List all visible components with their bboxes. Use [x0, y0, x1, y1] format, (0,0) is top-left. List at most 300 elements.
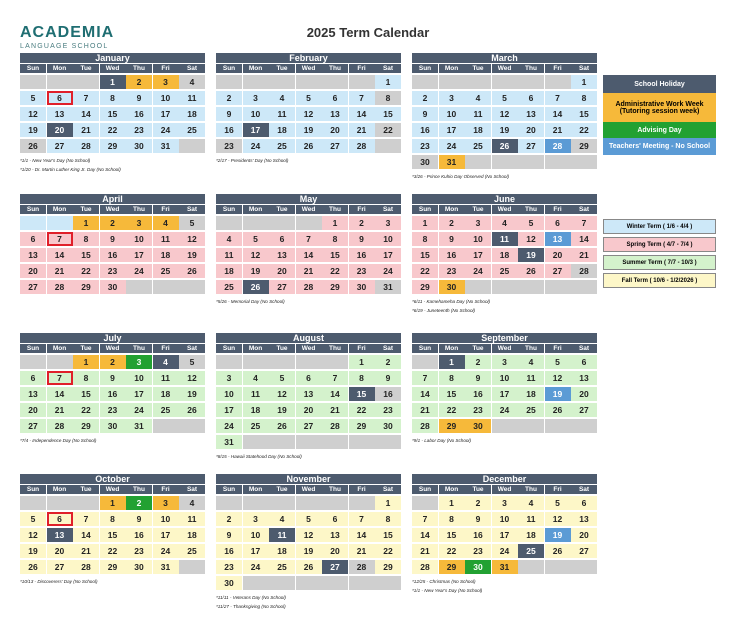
- empty-cell: [296, 355, 322, 369]
- day-cell: 4: [153, 355, 179, 369]
- day-cell: 31: [216, 435, 242, 449]
- empty-cell: [296, 216, 322, 230]
- empty-cell: [465, 155, 491, 169]
- day-cell: 19: [179, 387, 205, 401]
- empty-cell: [322, 576, 348, 590]
- day-cell: 21: [349, 544, 375, 558]
- day-cell: 22: [100, 544, 126, 558]
- day-cell: 17: [126, 387, 152, 401]
- day-cell: 29: [412, 280, 438, 294]
- day-cell: 28: [412, 419, 438, 433]
- day-cell: 26: [20, 139, 46, 153]
- day-cell: 28: [545, 139, 571, 153]
- day-cell: 17: [153, 528, 179, 542]
- holiday-note: *1/1 - New Year's Day (No School): [412, 588, 483, 593]
- weekday-header: Sun: [412, 64, 438, 73]
- day-cell: 5: [296, 91, 322, 105]
- empty-cell: [349, 576, 375, 590]
- empty-cell: [322, 355, 348, 369]
- empty-cell: [322, 75, 348, 89]
- empty-cell: [518, 280, 544, 294]
- empty-cell: [20, 216, 46, 230]
- empty-cell: [518, 155, 544, 169]
- day-cell: 28: [73, 139, 99, 153]
- day-cell: 6: [47, 91, 73, 105]
- day-cell: 3: [216, 371, 242, 385]
- day-cell: 25: [465, 139, 491, 153]
- day-cell: 18: [269, 123, 295, 137]
- month-notes: [216, 452, 401, 461]
- day-cell: 7: [73, 91, 99, 105]
- day-cell: 1: [73, 355, 99, 369]
- day-cell: 3: [153, 75, 179, 89]
- weekday-header: Thu: [126, 205, 152, 214]
- day-cell: 25: [153, 264, 179, 278]
- day-cell: 7: [349, 91, 375, 105]
- empty-cell: [153, 280, 179, 294]
- month-january: [20, 53, 205, 174]
- day-cell: 30: [126, 139, 152, 153]
- day-cell: 28: [571, 264, 597, 278]
- weekday-header: Sun: [216, 205, 242, 214]
- day-cell: 18: [465, 123, 491, 137]
- day-cell: 2: [100, 355, 126, 369]
- empty-cell: [465, 280, 491, 294]
- day-cell: 2: [439, 216, 465, 230]
- day-cell: 4: [492, 216, 518, 230]
- month-november: [216, 474, 401, 611]
- day-cell: 6: [269, 232, 295, 246]
- day-cell: 18: [216, 264, 242, 278]
- day-cell: 4: [269, 512, 295, 526]
- weekday-header: Tue: [269, 485, 295, 494]
- month-march: [412, 53, 597, 181]
- weekday-header: Sun: [412, 485, 438, 494]
- holiday-note: *1/1 - New Year's Day (No School): [20, 158, 91, 163]
- day-cell: 15: [100, 107, 126, 121]
- day-cell: 6: [20, 232, 46, 246]
- day-cell: 2: [126, 496, 152, 510]
- day-cell: 30: [349, 280, 375, 294]
- empty-cell: [179, 560, 205, 574]
- day-cell: 11: [216, 248, 242, 262]
- day-cell: 25: [269, 560, 295, 574]
- day-cell: 1: [439, 496, 465, 510]
- month-name: March: [412, 53, 597, 63]
- holiday-note: *6/19 - Juneteenth (No School): [412, 308, 476, 313]
- day-cell: 20: [322, 123, 348, 137]
- day-cell: 23: [465, 544, 491, 558]
- day-cell: 31: [492, 560, 518, 574]
- empty-cell: [322, 435, 348, 449]
- day-cell: 16: [439, 248, 465, 262]
- day-cell: 17: [492, 387, 518, 401]
- weekday-header: Thu: [322, 344, 348, 353]
- day-cell: 13: [545, 232, 571, 246]
- day-cell: 19: [545, 387, 571, 401]
- day-cell: 19: [269, 403, 295, 417]
- day-cell: 20: [20, 403, 46, 417]
- day-cell: 2: [412, 91, 438, 105]
- day-cell: 3: [439, 91, 465, 105]
- empty-cell: [545, 560, 571, 574]
- day-cell: 12: [545, 512, 571, 526]
- day-cell: 26: [179, 403, 205, 417]
- day-cell: 11: [243, 387, 269, 401]
- day-cell: 4: [179, 75, 205, 89]
- weekday-header: Mon: [47, 485, 73, 494]
- weekday-header: Sat: [375, 344, 401, 353]
- day-cell: 16: [100, 248, 126, 262]
- weekday-header: Sun: [216, 344, 242, 353]
- day-cell: 5: [545, 496, 571, 510]
- day-cell: 3: [243, 91, 269, 105]
- empty-cell: [243, 216, 269, 230]
- day-cell: 28: [349, 139, 375, 153]
- weekday-header: Fri: [545, 64, 571, 73]
- day-cell: 27: [571, 403, 597, 417]
- day-cell: 28: [412, 560, 438, 574]
- empty-cell: [179, 280, 205, 294]
- day-cell: 6: [322, 512, 348, 526]
- empty-cell: [545, 75, 571, 89]
- month-notes: [412, 436, 597, 445]
- empty-cell: [47, 355, 73, 369]
- legend-terms: [603, 219, 716, 291]
- day-cell: 17: [465, 248, 491, 262]
- empty-cell: [439, 75, 465, 89]
- day-cell: 16: [412, 123, 438, 137]
- day-cell: 22: [439, 544, 465, 558]
- day-cell: 26: [179, 264, 205, 278]
- weekday-header: Mon: [47, 205, 73, 214]
- day-cell: 3: [492, 355, 518, 369]
- day-cell: 30: [465, 560, 491, 574]
- day-cell: 7: [412, 371, 438, 385]
- holiday-note: *6/11 - Kamehameha Day (No School): [412, 299, 491, 304]
- day-cell: 8: [439, 512, 465, 526]
- day-cell: 5: [492, 91, 518, 105]
- day-cell: 9: [412, 107, 438, 121]
- empty-cell: [20, 355, 46, 369]
- academy-logo: [20, 25, 130, 51]
- empty-cell: [269, 576, 295, 590]
- empty-cell: [545, 419, 571, 433]
- day-cell: 22: [375, 544, 401, 558]
- weekday-header: Tue: [269, 344, 295, 353]
- empty-cell: [465, 75, 491, 89]
- legend-term: Summer Term ( 7/7 - 10/3 ): [603, 255, 716, 270]
- month-may: [216, 194, 401, 306]
- weekday-header: Thu: [322, 64, 348, 73]
- day-cell: 1: [100, 496, 126, 510]
- day-cell: 24: [153, 123, 179, 137]
- day-cell: 10: [153, 512, 179, 526]
- day-cell: 27: [47, 560, 73, 574]
- weekday-header: Fri: [545, 344, 571, 353]
- empty-cell: [571, 280, 597, 294]
- day-cell: 24: [465, 264, 491, 278]
- day-cell: 13: [518, 107, 544, 121]
- day-cell: 26: [545, 544, 571, 558]
- day-cell: 27: [545, 264, 571, 278]
- empty-cell: [243, 355, 269, 369]
- day-cell: 19: [20, 544, 46, 558]
- weekday-header: Sat: [179, 485, 205, 494]
- day-cell: 16: [216, 123, 242, 137]
- weekday-header: Tue: [269, 205, 295, 214]
- day-cell: 11: [179, 91, 205, 105]
- day-cell: 26: [269, 419, 295, 433]
- holiday-note: *8/15 - Hawaii Statehood Day (No School): [216, 454, 302, 459]
- day-cell: 30: [439, 280, 465, 294]
- weekday-header: Tue: [465, 485, 491, 494]
- empty-cell: [269, 355, 295, 369]
- weekday-header: Tue: [73, 205, 99, 214]
- day-cell: 6: [296, 371, 322, 385]
- day-cell: 20: [571, 387, 597, 401]
- day-cell: 6: [571, 496, 597, 510]
- day-cell: 2: [216, 512, 242, 526]
- empty-cell: [243, 576, 269, 590]
- day-cell: 11: [153, 232, 179, 246]
- holiday-note: *3/26 - Prince Kuhio Day Observed (No School): [412, 174, 510, 179]
- day-cell: 20: [545, 248, 571, 262]
- empty-cell: [20, 75, 46, 89]
- holiday-note: *10/13 - Discoverers' Day (No School): [20, 579, 98, 584]
- day-cell: 21: [545, 123, 571, 137]
- day-cell: 24: [126, 264, 152, 278]
- empty-cell: [216, 496, 242, 510]
- month-name: July: [20, 333, 205, 343]
- weekday-header: Mon: [47, 64, 73, 73]
- weekday-header: Tue: [465, 64, 491, 73]
- month-name: May: [216, 194, 401, 204]
- legend-item: Advising Day: [603, 122, 716, 138]
- weekday-header: Sun: [20, 344, 46, 353]
- day-cell: 30: [100, 280, 126, 294]
- day-cell: 7: [322, 371, 348, 385]
- weekday-header: Sun: [412, 205, 438, 214]
- weekday-header: Sun: [20, 64, 46, 73]
- legend-item: Teachers' Meeting - No School: [603, 138, 716, 155]
- day-cell: 4: [179, 496, 205, 510]
- empty-cell: [571, 560, 597, 574]
- empty-cell: [349, 496, 375, 510]
- day-cell: 13: [322, 528, 348, 542]
- day-cell: 27: [20, 419, 46, 433]
- day-cell: 10: [492, 371, 518, 385]
- day-cell: 14: [73, 107, 99, 121]
- day-cell: 19: [518, 248, 544, 262]
- day-cell: 8: [322, 232, 348, 246]
- day-cell: 15: [100, 528, 126, 542]
- day-cell: 10: [439, 107, 465, 121]
- day-cell: 25: [269, 139, 295, 153]
- day-cell: 16: [349, 248, 375, 262]
- day-cell: 13: [571, 512, 597, 526]
- weekday-header: Fri: [153, 485, 179, 494]
- day-cell: 23: [349, 264, 375, 278]
- day-cell: 28: [47, 419, 73, 433]
- day-cell: 10: [153, 91, 179, 105]
- day-cell: 18: [153, 248, 179, 262]
- day-cell: 8: [73, 232, 99, 246]
- month-february: [216, 53, 401, 165]
- day-cell: 25: [243, 419, 269, 433]
- day-cell: 26: [296, 560, 322, 574]
- weekday-header: Sat: [571, 64, 597, 73]
- day-cell: 28: [349, 560, 375, 574]
- day-cell: 6: [571, 355, 597, 369]
- logo-text: ACADEMIA: [20, 24, 115, 41]
- legend-categories: [603, 75, 716, 155]
- day-cell: 18: [179, 107, 205, 121]
- day-cell: 25: [518, 544, 544, 558]
- weekday-header: Fri: [349, 64, 375, 73]
- day-cell: 15: [349, 387, 375, 401]
- day-cell: 12: [518, 232, 544, 246]
- month-notes: [216, 156, 401, 165]
- weekday-header: Wed: [296, 485, 322, 494]
- month-august: [216, 333, 401, 461]
- weekday-header: Sat: [375, 64, 401, 73]
- day-cell: 10: [243, 107, 269, 121]
- month-june: [412, 194, 597, 315]
- weekday-header: Wed: [100, 485, 126, 494]
- empty-cell: [216, 355, 242, 369]
- day-cell: 27: [269, 280, 295, 294]
- day-cell: 9: [375, 371, 401, 385]
- day-cell: 1: [100, 75, 126, 89]
- month-notes: [216, 593, 401, 611]
- day-cell: 5: [20, 91, 46, 105]
- empty-cell: [492, 75, 518, 89]
- day-cell: 21: [322, 403, 348, 417]
- day-cell: 9: [439, 232, 465, 246]
- month-october: [20, 474, 205, 586]
- weekday-header: Tue: [465, 344, 491, 353]
- day-cell: 13: [269, 248, 295, 262]
- day-cell: 26: [296, 139, 322, 153]
- day-cell: 23: [439, 264, 465, 278]
- weekday-header: Mon: [439, 64, 465, 73]
- weekday-header: Mon: [47, 344, 73, 353]
- day-cell: 21: [571, 248, 597, 262]
- empty-cell: [412, 355, 438, 369]
- weekday-header: Sun: [20, 205, 46, 214]
- day-cell: 10: [465, 232, 491, 246]
- day-cell: 4: [518, 496, 544, 510]
- empty-cell: [412, 496, 438, 510]
- day-cell: 13: [20, 248, 46, 262]
- day-cell: 23: [375, 403, 401, 417]
- empty-cell: [545, 280, 571, 294]
- day-cell: 7: [412, 512, 438, 526]
- day-cell: 19: [179, 248, 205, 262]
- day-cell: 11: [492, 232, 518, 246]
- empty-cell: [47, 216, 73, 230]
- day-cell: 5: [179, 216, 205, 230]
- empty-cell: [296, 75, 322, 89]
- empty-cell: [216, 75, 242, 89]
- weekday-header: Sat: [179, 344, 205, 353]
- month-name: December: [412, 474, 597, 484]
- month-notes: [20, 577, 205, 586]
- month-notes: [412, 172, 597, 181]
- empty-cell: [269, 496, 295, 510]
- day-cell: 4: [269, 91, 295, 105]
- day-cell: 7: [545, 91, 571, 105]
- day-cell: 22: [349, 403, 375, 417]
- empty-cell: [179, 139, 205, 153]
- day-cell: 20: [269, 264, 295, 278]
- empty-cell: [571, 419, 597, 433]
- weekday-header: Mon: [439, 485, 465, 494]
- day-cell: 11: [269, 528, 295, 542]
- day-cell: 3: [153, 496, 179, 510]
- weekday-header: Wed: [492, 344, 518, 353]
- day-cell: 27: [322, 560, 348, 574]
- day-cell: 26: [518, 264, 544, 278]
- day-cell: 10: [492, 512, 518, 526]
- day-cell: 16: [465, 387, 491, 401]
- empty-cell: [375, 435, 401, 449]
- day-cell: 31: [439, 155, 465, 169]
- empty-cell: [216, 216, 242, 230]
- day-cell: 24: [375, 264, 401, 278]
- day-cell: 11: [518, 512, 544, 526]
- month-december: [412, 474, 597, 595]
- weekday-header: Wed: [492, 485, 518, 494]
- empty-cell: [412, 75, 438, 89]
- day-cell: 17: [243, 123, 269, 137]
- day-cell: 16: [126, 107, 152, 121]
- day-cell: 6: [545, 216, 571, 230]
- weekday-header: Thu: [322, 485, 348, 494]
- weekday-header: Tue: [269, 64, 295, 73]
- day-cell: 24: [243, 560, 269, 574]
- day-cell: 30: [412, 155, 438, 169]
- empty-cell: [126, 280, 152, 294]
- day-cell: 8: [100, 512, 126, 526]
- weekday-header: Mon: [439, 205, 465, 214]
- empty-cell: [20, 496, 46, 510]
- weekday-header: Wed: [296, 64, 322, 73]
- day-cell: 15: [375, 528, 401, 542]
- day-cell: 6: [322, 91, 348, 105]
- day-cell: 18: [243, 403, 269, 417]
- weekday-header: Wed: [100, 205, 126, 214]
- day-cell: 25: [518, 403, 544, 417]
- day-cell: 15: [375, 107, 401, 121]
- day-cell: 10: [126, 232, 152, 246]
- empty-cell: [375, 576, 401, 590]
- day-cell: 2: [349, 216, 375, 230]
- day-cell: 21: [47, 403, 73, 417]
- day-cell: 15: [412, 248, 438, 262]
- month-april: [20, 194, 205, 297]
- day-cell: 10: [375, 232, 401, 246]
- day-cell: 24: [243, 139, 269, 153]
- day-cell: 7: [47, 371, 73, 385]
- day-cell: 21: [296, 264, 322, 278]
- day-cell: 21: [73, 544, 99, 558]
- day-cell: 26: [545, 403, 571, 417]
- day-cell: 2: [216, 91, 242, 105]
- weekday-header: Sun: [216, 485, 242, 494]
- day-cell: 17: [153, 107, 179, 121]
